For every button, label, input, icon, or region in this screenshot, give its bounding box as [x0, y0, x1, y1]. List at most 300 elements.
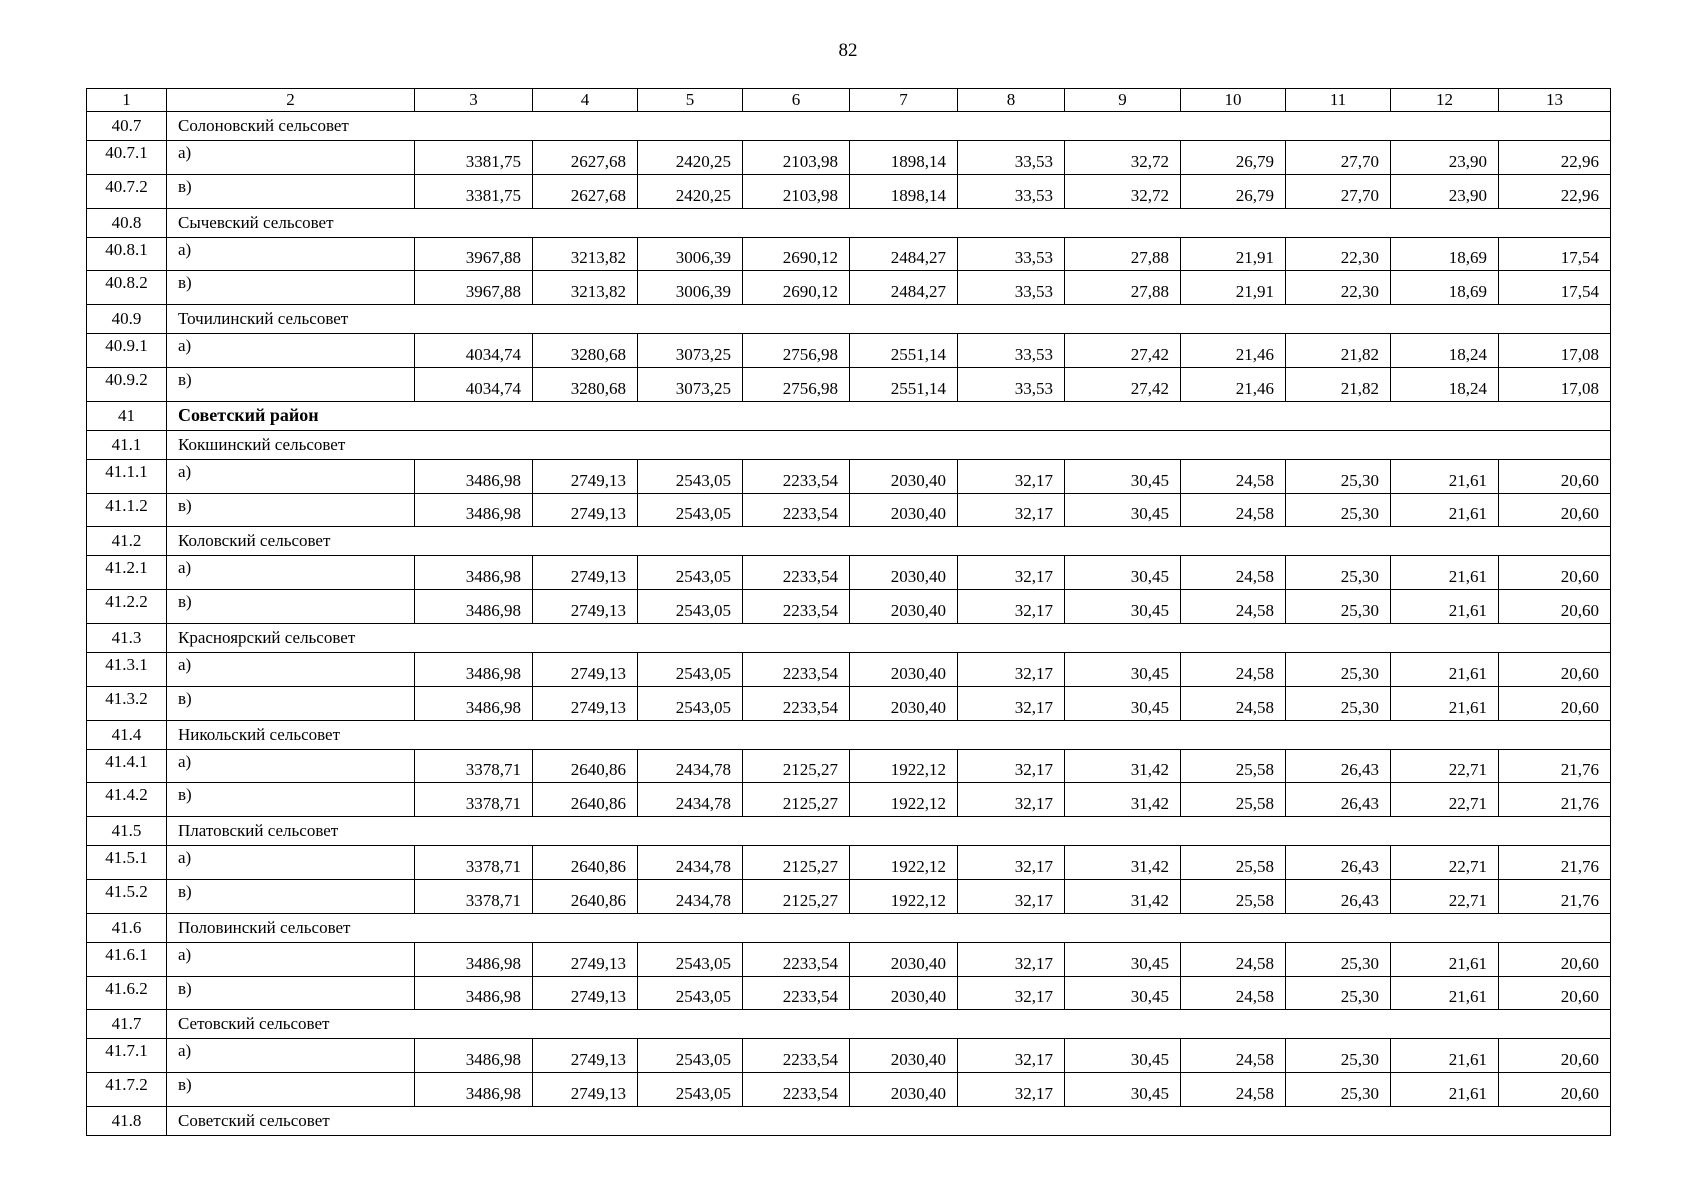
table-cell: 27,88	[1065, 271, 1181, 305]
table-cell: 21,76	[1499, 749, 1611, 783]
table-cell: 2640,86	[533, 783, 638, 817]
table-cell: 21,61	[1391, 1073, 1499, 1107]
table-cell: 1922,12	[850, 879, 958, 913]
table-cell: 32,17	[958, 879, 1065, 913]
table-cell: 2543,05	[638, 459, 743, 493]
table-cell: 2749,13	[533, 976, 638, 1010]
table-row	[87, 846, 1611, 880]
row-label: а)	[167, 237, 415, 271]
table-cell: 2125,27	[743, 783, 850, 817]
table-cell: 22,71	[1391, 749, 1499, 783]
row-code: 41.4.2	[87, 783, 167, 817]
table-cell: 20,60	[1499, 556, 1611, 590]
row-code: 41.1	[87, 430, 167, 459]
table-cell: 2434,78	[638, 749, 743, 783]
table-cell: 2543,05	[638, 493, 743, 527]
table-cell: 2030,40	[850, 976, 958, 1010]
table-cell: 31,42	[1065, 783, 1181, 817]
section-row	[87, 1010, 1611, 1039]
table-cell: 2125,27	[743, 749, 850, 783]
row-code: 41.2	[87, 527, 167, 556]
table-cell: 2233,54	[743, 942, 850, 976]
column-header: 8	[958, 89, 1065, 112]
row-label: в)	[167, 271, 415, 305]
table-cell: 25,30	[1286, 590, 1391, 624]
table-cell: 2434,78	[638, 783, 743, 817]
table-cell: 25,30	[1286, 686, 1391, 720]
table-cell: 25,58	[1181, 749, 1286, 783]
table-cell: 2103,98	[743, 174, 850, 208]
table-header-row	[87, 89, 1611, 112]
table-cell: 33,53	[958, 174, 1065, 208]
table-cell: 2690,12	[743, 237, 850, 271]
row-code: 41.2.2	[87, 590, 167, 624]
table-row	[87, 749, 1611, 783]
row-label: в)	[167, 1073, 415, 1107]
table-row	[87, 174, 1611, 208]
table-row	[87, 141, 1611, 175]
section-name: Советский сельсовет	[167, 1106, 1611, 1135]
row-code: 41.3.1	[87, 652, 167, 686]
row-code: 41.8	[87, 1106, 167, 1135]
table-cell: 2543,05	[638, 652, 743, 686]
table-cell: 2434,78	[638, 846, 743, 880]
table-cell: 23,90	[1391, 141, 1499, 175]
row-code: 40.7.2	[87, 174, 167, 208]
column-header: 6	[743, 89, 850, 112]
table-cell: 21,61	[1391, 590, 1499, 624]
table-cell: 3280,68	[533, 367, 638, 401]
row-code: 41.6.1	[87, 942, 167, 976]
table-cell: 21,61	[1391, 493, 1499, 527]
table-cell: 20,60	[1499, 1073, 1611, 1107]
table-cell: 2484,27	[850, 271, 958, 305]
table-cell: 32,17	[958, 783, 1065, 817]
table-cell: 31,42	[1065, 879, 1181, 913]
section-row	[87, 1106, 1611, 1135]
table-cell: 32,72	[1065, 141, 1181, 175]
table-cell: 26,43	[1286, 783, 1391, 817]
table-cell: 32,17	[958, 459, 1065, 493]
table-cell: 21,76	[1499, 879, 1611, 913]
column-header: 10	[1181, 89, 1286, 112]
table-cell: 4034,74	[415, 334, 533, 368]
row-code: 41.7.2	[87, 1073, 167, 1107]
row-label: а)	[167, 459, 415, 493]
column-header: 5	[638, 89, 743, 112]
row-label: а)	[167, 846, 415, 880]
table-cell: 21,82	[1286, 334, 1391, 368]
table-cell: 22,71	[1391, 879, 1499, 913]
column-header: 4	[533, 89, 638, 112]
table-row	[87, 1039, 1611, 1073]
table-cell: 2627,68	[533, 174, 638, 208]
table-cell: 3213,82	[533, 237, 638, 271]
table-cell: 3006,39	[638, 271, 743, 305]
table-cell: 31,42	[1065, 846, 1181, 880]
table-cell: 25,30	[1286, 1039, 1391, 1073]
table-cell: 32,72	[1065, 174, 1181, 208]
table-cell: 2543,05	[638, 556, 743, 590]
table-cell: 4034,74	[415, 367, 533, 401]
table-cell: 2420,25	[638, 141, 743, 175]
section-row	[87, 623, 1611, 652]
row-code: 41.1.2	[87, 493, 167, 527]
row-code: 40.7	[87, 112, 167, 141]
table-cell: 3486,98	[415, 590, 533, 624]
table-cell: 2640,86	[533, 749, 638, 783]
table-cell: 1922,12	[850, 783, 958, 817]
table-cell: 2125,27	[743, 846, 850, 880]
table-cell: 2627,68	[533, 141, 638, 175]
table-cell: 30,45	[1065, 493, 1181, 527]
table-cell: 17,08	[1499, 334, 1611, 368]
table-cell: 2233,54	[743, 1073, 850, 1107]
table-cell: 3378,71	[415, 783, 533, 817]
row-code: 41.5.2	[87, 879, 167, 913]
row-label: в)	[167, 174, 415, 208]
table-cell: 3967,88	[415, 237, 533, 271]
section-name: Коловский сельсовет	[167, 527, 1611, 556]
row-label: а)	[167, 942, 415, 976]
table-cell: 21,61	[1391, 556, 1499, 590]
table-cell: 2233,54	[743, 686, 850, 720]
table-cell: 3486,98	[415, 652, 533, 686]
table-cell: 21,82	[1286, 367, 1391, 401]
table-cell: 24,58	[1181, 652, 1286, 686]
table-cell: 21,61	[1391, 459, 1499, 493]
table-cell: 2543,05	[638, 1039, 743, 1073]
table-cell: 21,46	[1181, 367, 1286, 401]
table-cell: 17,54	[1499, 271, 1611, 305]
table-cell: 20,60	[1499, 590, 1611, 624]
section-row	[87, 913, 1611, 942]
section-row	[87, 208, 1611, 237]
row-code: 40.8.1	[87, 237, 167, 271]
table-row	[87, 976, 1611, 1010]
row-code: 40.9	[87, 305, 167, 334]
table-cell: 3486,98	[415, 1039, 533, 1073]
table-cell: 2484,27	[850, 237, 958, 271]
column-header: 1	[87, 89, 167, 112]
row-label: а)	[167, 141, 415, 175]
section-row	[87, 720, 1611, 749]
row-label: в)	[167, 879, 415, 913]
table-cell: 18,24	[1391, 334, 1499, 368]
table-cell: 33,53	[958, 237, 1065, 271]
column-header: 11	[1286, 89, 1391, 112]
table-cell: 2543,05	[638, 686, 743, 720]
table-cell: 3213,82	[533, 271, 638, 305]
table-cell: 2543,05	[638, 942, 743, 976]
table-cell: 2756,98	[743, 367, 850, 401]
table-cell: 2749,13	[533, 459, 638, 493]
section-name: Сетовский сельсовет	[167, 1010, 1611, 1039]
table-cell: 2030,40	[850, 1039, 958, 1073]
table-cell: 21,61	[1391, 976, 1499, 1010]
table-cell: 2690,12	[743, 271, 850, 305]
page-number: 82	[838, 40, 858, 61]
table-cell: 3280,68	[533, 334, 638, 368]
table-cell: 2749,13	[533, 590, 638, 624]
column-header: 12	[1391, 89, 1499, 112]
table-cell: 30,45	[1065, 976, 1181, 1010]
table-cell: 32,17	[958, 556, 1065, 590]
table-cell: 24,58	[1181, 942, 1286, 976]
table-cell: 2420,25	[638, 174, 743, 208]
table-cell: 2749,13	[533, 942, 638, 976]
table-cell: 25,30	[1286, 976, 1391, 1010]
table-cell: 27,42	[1065, 334, 1181, 368]
table-cell: 3486,98	[415, 686, 533, 720]
table-cell: 26,79	[1181, 141, 1286, 175]
table-cell: 32,17	[958, 1039, 1065, 1073]
row-code: 41.4	[87, 720, 167, 749]
row-code: 41.1.1	[87, 459, 167, 493]
table-cell: 2030,40	[850, 556, 958, 590]
table-cell: 32,17	[958, 652, 1065, 686]
row-code: 41	[87, 401, 167, 430]
table-cell: 24,58	[1181, 1039, 1286, 1073]
table-cell: 2551,14	[850, 334, 958, 368]
section-row	[87, 112, 1611, 141]
table-cell: 3486,98	[415, 556, 533, 590]
table-cell: 30,45	[1065, 652, 1181, 686]
table-cell: 2233,54	[743, 1039, 850, 1073]
table-cell: 25,30	[1286, 459, 1391, 493]
table-cell: 1898,14	[850, 174, 958, 208]
row-code: 41.2.1	[87, 556, 167, 590]
table-cell: 24,58	[1181, 493, 1286, 527]
table-cell: 20,60	[1499, 976, 1611, 1010]
table-cell: 2543,05	[638, 1073, 743, 1107]
table-cell: 27,70	[1286, 141, 1391, 175]
table-cell: 30,45	[1065, 942, 1181, 976]
table-cell: 3378,71	[415, 879, 533, 913]
table-cell: 20,60	[1499, 459, 1611, 493]
table-cell: 20,60	[1499, 1039, 1611, 1073]
row-code: 41.3	[87, 623, 167, 652]
table-cell: 18,24	[1391, 367, 1499, 401]
table-cell: 2103,98	[743, 141, 850, 175]
table-cell: 3486,98	[415, 459, 533, 493]
section-row	[87, 527, 1611, 556]
table-row	[87, 237, 1611, 271]
table-cell: 20,60	[1499, 686, 1611, 720]
row-code: 41.6	[87, 913, 167, 942]
column-header: 13	[1499, 89, 1611, 112]
table-row	[87, 652, 1611, 686]
table-cell: 33,53	[958, 334, 1065, 368]
table-cell: 30,45	[1065, 590, 1181, 624]
table-cell: 2640,86	[533, 879, 638, 913]
table-cell: 32,17	[958, 846, 1065, 880]
table-cell: 20,60	[1499, 942, 1611, 976]
table-cell: 26,79	[1181, 174, 1286, 208]
table-cell: 2756,98	[743, 334, 850, 368]
table-cell: 24,58	[1181, 976, 1286, 1010]
section-name: Никольский сельсовет	[167, 720, 1611, 749]
table-cell: 26,43	[1286, 879, 1391, 913]
section-row	[87, 817, 1611, 846]
section-name: Половинский сельсовет	[167, 913, 1611, 942]
table-cell: 2233,54	[743, 493, 850, 527]
table-cell: 27,70	[1286, 174, 1391, 208]
table-cell: 24,58	[1181, 590, 1286, 624]
table-row	[87, 942, 1611, 976]
row-label: а)	[167, 652, 415, 686]
table-cell: 22,71	[1391, 846, 1499, 880]
table-cell: 24,58	[1181, 556, 1286, 590]
table-cell: 32,17	[958, 1073, 1065, 1107]
table-cell: 25,58	[1181, 846, 1286, 880]
table-cell: 33,53	[958, 141, 1065, 175]
table-row	[87, 686, 1611, 720]
table-cell: 18,69	[1391, 271, 1499, 305]
table-cell: 2543,05	[638, 590, 743, 624]
table-cell: 3378,71	[415, 846, 533, 880]
row-code: 41.6.2	[87, 976, 167, 1010]
table-cell: 2434,78	[638, 879, 743, 913]
section-name: Солоновский сельсовет	[167, 112, 1611, 141]
table-cell: 22,71	[1391, 783, 1499, 817]
table-row	[87, 271, 1611, 305]
table-cell: 30,45	[1065, 1039, 1181, 1073]
table-cell: 2749,13	[533, 1073, 638, 1107]
table-cell: 24,58	[1181, 1073, 1286, 1107]
table-cell: 2749,13	[533, 652, 638, 686]
table-cell: 2030,40	[850, 686, 958, 720]
table-cell: 32,17	[958, 976, 1065, 1010]
table-cell: 25,30	[1286, 556, 1391, 590]
table-cell: 2030,40	[850, 1073, 958, 1107]
table-row	[87, 493, 1611, 527]
row-code: 41.7	[87, 1010, 167, 1039]
table-cell: 3381,75	[415, 141, 533, 175]
table-cell: 32,17	[958, 493, 1065, 527]
table-cell: 24,58	[1181, 686, 1286, 720]
table-cell: 2030,40	[850, 942, 958, 976]
table-cell: 27,42	[1065, 367, 1181, 401]
table-cell: 26,43	[1286, 749, 1391, 783]
table-cell: 30,45	[1065, 686, 1181, 720]
table-cell: 21,61	[1391, 652, 1499, 686]
table-row	[87, 459, 1611, 493]
section-name: Сычевский сельсовет	[167, 208, 1611, 237]
table-cell: 2030,40	[850, 493, 958, 527]
table-cell: 24,58	[1181, 459, 1286, 493]
table-cell: 3967,88	[415, 271, 533, 305]
row-label: а)	[167, 749, 415, 783]
district-name: Советский район	[167, 401, 1611, 430]
table-cell: 20,60	[1499, 493, 1611, 527]
table-cell: 25,30	[1286, 942, 1391, 976]
table-row	[87, 556, 1611, 590]
table-cell: 3486,98	[415, 942, 533, 976]
row-code: 41.5.1	[87, 846, 167, 880]
table-cell: 25,30	[1286, 493, 1391, 527]
column-header: 7	[850, 89, 958, 112]
table-cell: 25,58	[1181, 783, 1286, 817]
row-label: а)	[167, 1039, 415, 1073]
table-cell: 2030,40	[850, 590, 958, 624]
table-cell: 2749,13	[533, 556, 638, 590]
row-label: в)	[167, 783, 415, 817]
table-cell: 23,90	[1391, 174, 1499, 208]
table-cell: 2749,13	[533, 493, 638, 527]
table-cell: 27,88	[1065, 237, 1181, 271]
table-cell: 3486,98	[415, 493, 533, 527]
table-cell: 18,69	[1391, 237, 1499, 271]
table-cell: 20,60	[1499, 652, 1611, 686]
table-cell: 32,17	[958, 686, 1065, 720]
table-cell: 3073,25	[638, 334, 743, 368]
table-cell: 2233,54	[743, 652, 850, 686]
table-cell: 21,61	[1391, 1039, 1499, 1073]
table-cell: 17,54	[1499, 237, 1611, 271]
table-cell: 3486,98	[415, 1073, 533, 1107]
column-header: 9	[1065, 89, 1181, 112]
table-cell: 30,45	[1065, 556, 1181, 590]
table-row	[87, 783, 1611, 817]
row-code: 40.7.1	[87, 141, 167, 175]
table-row	[87, 367, 1611, 401]
table-cell: 21,91	[1181, 237, 1286, 271]
table-cell: 30,45	[1065, 459, 1181, 493]
row-label: в)	[167, 493, 415, 527]
table-cell: 3378,71	[415, 749, 533, 783]
table-cell: 25,58	[1181, 879, 1286, 913]
table-cell: 21,91	[1181, 271, 1286, 305]
table-cell: 2749,13	[533, 1039, 638, 1073]
table-row	[87, 879, 1611, 913]
table-cell: 3486,98	[415, 976, 533, 1010]
row-label: в)	[167, 686, 415, 720]
table-cell: 2551,14	[850, 367, 958, 401]
row-code: 41.7.1	[87, 1039, 167, 1073]
table-cell: 32,17	[958, 942, 1065, 976]
table-cell: 1922,12	[850, 749, 958, 783]
row-code: 40.8.2	[87, 271, 167, 305]
section-row	[87, 305, 1611, 334]
table-cell: 21,61	[1391, 686, 1499, 720]
table-cell: 30,45	[1065, 1073, 1181, 1107]
table-cell: 21,46	[1181, 334, 1286, 368]
table-cell: 17,08	[1499, 367, 1611, 401]
row-code: 40.9.2	[87, 367, 167, 401]
table-cell: 33,53	[958, 271, 1065, 305]
table-cell: 32,17	[958, 590, 1065, 624]
table-cell: 2233,54	[743, 459, 850, 493]
table-cell: 2640,86	[533, 846, 638, 880]
table-cell: 2233,54	[743, 556, 850, 590]
row-label: а)	[167, 334, 415, 368]
table-cell: 2233,54	[743, 590, 850, 624]
tariff-table	[86, 88, 1611, 1136]
table-cell: 22,96	[1499, 174, 1611, 208]
table-row	[87, 334, 1611, 368]
row-code: 41.4.1	[87, 749, 167, 783]
column-header: 3	[415, 89, 533, 112]
table-cell: 21,76	[1499, 846, 1611, 880]
table-cell: 21,76	[1499, 783, 1611, 817]
table-row	[87, 1073, 1611, 1107]
table-cell: 32,17	[958, 749, 1065, 783]
table-cell: 22,96	[1499, 141, 1611, 175]
table-cell: 2749,13	[533, 686, 638, 720]
table-cell: 31,42	[1065, 749, 1181, 783]
table-cell: 3381,75	[415, 174, 533, 208]
